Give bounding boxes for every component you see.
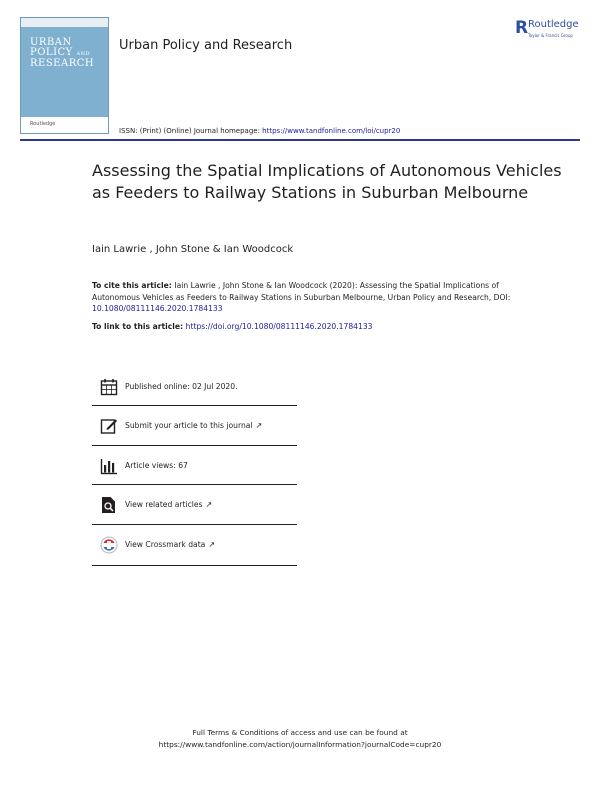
cite-doi-link[interactable]: 10.1080/08111146.2020.1784133 xyxy=(92,304,223,313)
calendar-icon xyxy=(100,378,118,396)
cover-publisher-logo: Routledge xyxy=(30,121,56,127)
cover-line-2-and: AND xyxy=(76,51,90,57)
crossmark-link[interactable] xyxy=(125,540,215,549)
submit-article-row[interactable] xyxy=(92,405,297,445)
cite-label: To cite this article: xyxy=(92,281,175,290)
publisher-tagline: Taylor & Francis Group xyxy=(528,33,573,38)
journal-cover-image xyxy=(20,17,109,134)
metrics-divider xyxy=(92,565,297,566)
issn-line xyxy=(119,127,400,135)
cover-line-3: RESEARCH xyxy=(30,58,95,69)
cover-title xyxy=(30,38,94,69)
article-doi-link[interactable]: https://doi.org/10.1080/08111146.2020.1784133 xyxy=(185,322,373,331)
article-views-row xyxy=(92,445,297,485)
publisher-mark-icon: R xyxy=(515,18,529,38)
crossmark-label: View Crossmark data xyxy=(125,540,206,549)
external-link-icon: ↗ xyxy=(255,421,263,430)
cover-line-1: URBAN xyxy=(30,37,72,48)
external-link-icon: ↗ xyxy=(208,540,216,549)
article-title: Assessing the Spatial Implications of Autonomous Vehicles as Feeders to Railway Stations in Suburban Melbourne xyxy=(92,161,562,202)
published-online-row xyxy=(92,366,297,406)
cover-top-bar xyxy=(21,18,108,27)
related-articles-row[interactable] xyxy=(92,484,297,524)
bar-chart-icon xyxy=(100,457,118,475)
cover-footer xyxy=(21,117,108,133)
submit-article-label: Submit your article to this journal xyxy=(125,421,253,430)
terms-line: Full Terms & Conditions of access and use can be found at xyxy=(192,728,408,737)
published-online-label: Published online: 02 Jul 2020. xyxy=(125,382,238,391)
issn-label: ISSN: (Print) (Online) Journal homepage: xyxy=(119,127,263,135)
cover-line-2-word: POLICY xyxy=(30,47,73,58)
journal-homepage-link[interactable]: https://www.tandfonline.com/loi/cupr20 xyxy=(262,127,401,135)
related-articles-label: View related articles xyxy=(125,500,203,509)
article-authors: Iain Lawrie , John Stone & Ian Woodcock xyxy=(92,244,294,255)
related-search-icon xyxy=(100,496,118,514)
terms-url[interactable]: https://www.tandfonline.com/action/journalInformation?journalCode=cupr20 xyxy=(158,740,442,749)
external-link-icon: ↗ xyxy=(205,500,213,509)
publisher-name: Routledge xyxy=(528,19,579,30)
submit-article-link[interactable] xyxy=(125,421,262,430)
related-articles-link[interactable] xyxy=(125,500,212,509)
crossmark-icon xyxy=(100,536,118,554)
cite-text: Iain Lawrie , John Stone & Ian Woodcock (2020): Assessing the Spatial Implications of Autonomous Vehicles as Feeders to Railway Stations in Suburban Melbourne, Urban Policy and Research, DOI: xyxy=(92,281,511,302)
journal-title: Urban Policy and Research xyxy=(119,38,293,53)
edit-icon xyxy=(100,417,118,435)
terms-footer xyxy=(0,727,600,751)
citation-block xyxy=(92,280,532,315)
publisher-logo xyxy=(515,18,585,44)
article-link-line xyxy=(92,322,372,331)
link-label: To link to this article: xyxy=(92,322,186,331)
header-divider xyxy=(20,139,580,141)
crossmark-row[interactable] xyxy=(92,524,297,564)
article-views-label: Article views: 67 xyxy=(125,461,188,470)
